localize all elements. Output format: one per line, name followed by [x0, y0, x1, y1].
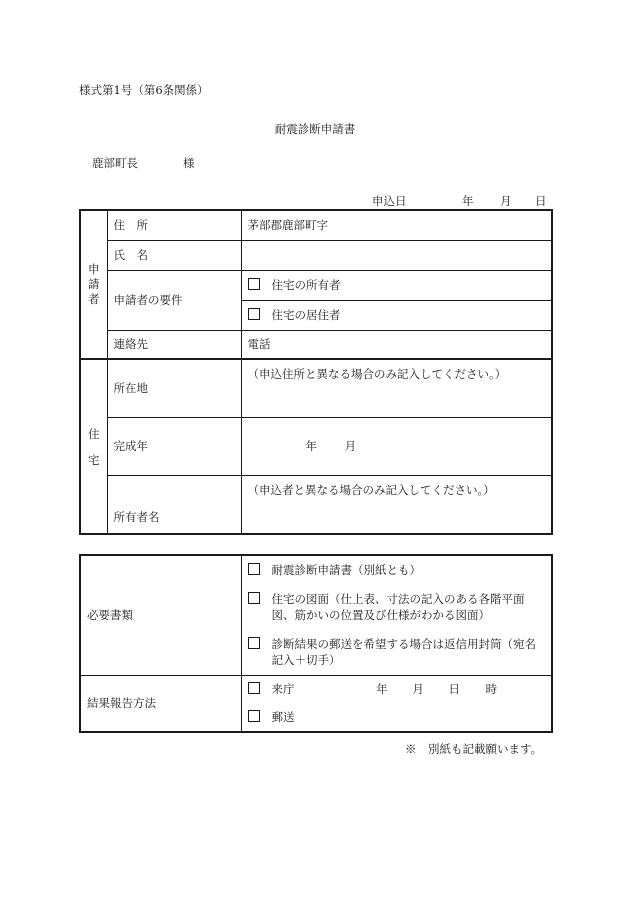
checkbox-icon[interactable] [248, 278, 260, 290]
checkbox-icon[interactable] [248, 308, 260, 320]
required-item[interactable]: 診断結果の郵送を希望する場合は返信用封筒（宛名記入＋切手） [248, 636, 546, 668]
report-method-label: 結果報告方法 [80, 675, 241, 732]
name-label: 氏 名 [107, 240, 241, 270]
documents-table [79, 554, 553, 733]
required-documents-list [241, 555, 552, 675]
contact-row [80, 330, 552, 359]
owner-field[interactable]: （申込者と異なる場合のみ記入してください。） [241, 475, 552, 534]
owner-label: 所有者名 [107, 475, 241, 534]
requirement-option-resident[interactable]: 住宅の居住者 [241, 300, 552, 330]
addressee-suffix: 様 [183, 156, 195, 170]
required-documents-label: 必要書類 [80, 555, 241, 675]
completion-row [80, 417, 552, 475]
report-visit-hour: 時 [485, 682, 498, 697]
checkbox-icon[interactable] [248, 637, 260, 649]
completion-label: 完成年 [107, 417, 241, 475]
requirement-row [80, 270, 552, 300]
address-field[interactable]: 茅部郡鹿部町字 [241, 210, 552, 240]
completion-field[interactable] [241, 417, 552, 475]
report-method-options [241, 675, 552, 732]
contact-label: 連絡先 [107, 330, 241, 359]
checkbox-icon[interactable] [248, 682, 260, 694]
required-documents-row [80, 555, 552, 675]
location-row [80, 359, 552, 417]
checkbox-icon[interactable] [248, 710, 260, 722]
application-date-day: 日 [535, 194, 547, 208]
addressee: 鹿部町長 [92, 156, 138, 170]
applicant-section-label: 申請者 [80, 210, 107, 359]
report-visit-month: 月 [412, 682, 424, 697]
location-label: 所在地 [107, 359, 241, 417]
checkbox-icon[interactable] [248, 563, 260, 575]
report-visit-year: 年 [376, 682, 388, 697]
address-row [80, 210, 552, 240]
footnote: ※ 別紙も記載願います。 [405, 742, 543, 756]
document-title: 耐震診断申請書 [274, 122, 356, 136]
required-item[interactable]: 耐震診断申請書（別紙とも） [248, 562, 546, 578]
application-date-year: 年 [462, 194, 474, 208]
report-mail-option[interactable]: 郵送 [248, 709, 546, 725]
checkbox-icon[interactable] [248, 592, 260, 604]
report-method-row [80, 675, 552, 732]
application-date-month: 月 [500, 194, 512, 208]
report-visit-option[interactable]: 来庁 年 月 日 時 [248, 681, 546, 697]
address-label: 住 所 [107, 210, 241, 240]
contact-field[interactable]: 電話 [241, 330, 552, 359]
owner-row [80, 475, 552, 534]
application-date-label: 申込日 [372, 194, 407, 208]
requirement-option-owner[interactable]: 住宅の所有者 [241, 270, 552, 300]
requirement-label: 申請者の要件 [107, 270, 241, 330]
required-item[interactable]: 住宅の図面（仕上表、寸法の記入のある各階平面図、筋かいの位置及び仕様がわかる図面） [248, 591, 546, 623]
house-section-label: 住宅 [80, 359, 107, 534]
completion-year-label: 年 [305, 439, 317, 453]
completion-month-label: 月 [344, 439, 357, 453]
location-field[interactable]: （申込住所と異なる場合のみ記入してください。） [241, 359, 552, 417]
application-table [79, 209, 553, 535]
report-visit-day: 日 [448, 682, 460, 697]
name-row [80, 240, 552, 270]
form-code: 様式第1号（第6条関係） [79, 83, 209, 97]
name-field[interactable] [241, 240, 552, 270]
